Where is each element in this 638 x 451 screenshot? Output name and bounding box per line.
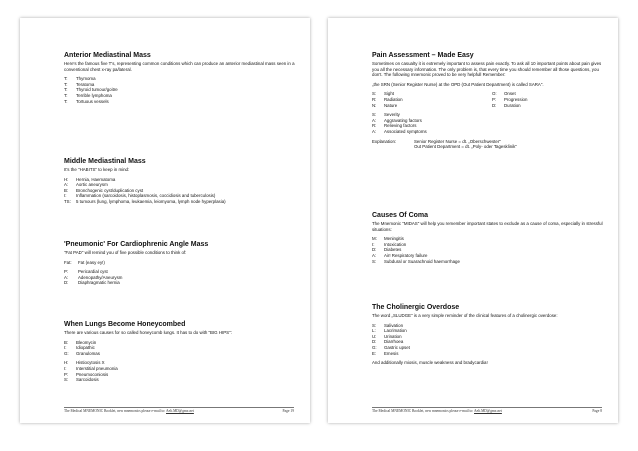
section-title: The Cholinergic Overdose <box>372 304 460 311</box>
list-item: H: Histiocytosis X <box>64 360 105 366</box>
list-item: U: Urination <box>372 333 402 339</box>
left-page <box>20 18 310 423</box>
list-item: D: Diabetes <box>372 247 402 253</box>
list-item: M: Meningitis <box>372 236 404 242</box>
section-intro: Sometimes on casualty it is extremely important to assess pain exactly. To ask all 10 important points about pain gives you all the necessary information. The only problem is, that every time you should remember all those questions, you don't. The following mnemonic proved to be very helpfull Remember: <box>372 61 602 78</box>
section-intro: Here's the famous five T's, representing common conditions which can produce an anterior mediastinal mass seen in a conventional chest x-ray pa/lateral. <box>64 61 295 72</box>
list-item: T: Thymoma <box>64 76 96 82</box>
list-item: G: Gastric upset <box>372 344 410 350</box>
section-honeycomb <box>64 321 296 383</box>
page-footer <box>64 407 294 414</box>
list-item: A: Associated symptoms <box>372 128 427 134</box>
list-item: R: Radiation <box>372 96 403 102</box>
list-item: S: Salivation <box>372 322 404 328</box>
section-title: 'Pneumonic' For Cardiophrenic Angle Mass <box>64 241 209 248</box>
list-item: G: Granulomas <box>64 350 100 356</box>
list-item: A: Aortic aneurysm <box>64 182 108 188</box>
list-item: N: Nature <box>372 102 398 108</box>
right-page <box>328 18 618 423</box>
list-item: P: Pericardial cyst <box>64 269 108 275</box>
list-item: A: Adenopathy/Aneurysm <box>64 274 123 280</box>
section-causes-of-coma <box>372 212 604 264</box>
footer-email-link[interactable]: Aelt.MD@gmx.net <box>166 409 194 413</box>
section-intro: The Mnemonic "MIDAS" will help you remember important states to exclude as a cause of coma, especially in stressful situations: <box>372 221 603 232</box>
list-item: P: Pneumoconiosis <box>64 371 109 377</box>
list-item: I: Idiopathic <box>64 345 95 351</box>
list-item: O: Onset <box>492 91 516 97</box>
section-intro: There are various causes for so called honeycomb lungs. It has to do with "BIG HIPS": <box>64 330 232 335</box>
list-item: T: Teratoma <box>64 81 95 87</box>
section-middle-mediastinal <box>64 158 296 205</box>
section-pain-assessment <box>372 52 604 150</box>
footer-text: The Medical MNEMONIC Booklet, new mnemonics please e-mail to: <box>64 409 166 413</box>
section-intro: The word „SLUDGE" is a very simple reminder of the clinical features of a cholinergic overdose: <box>372 313 558 318</box>
section-outro: And additionally miosis, muscle weakness and bradycardia! <box>372 360 488 366</box>
section-title: Middle Mediastinal Mass <box>64 158 146 165</box>
explanation: Explanation: Senior Register Nurse = dt. „Oberschwester" Out Patient Department = dt. „Poly- oder Tagesklinik" <box>372 138 517 150</box>
list-item: Fat: Fat (easy ey!) <box>64 259 105 265</box>
list-item: T: Thyroid tumour/goitre <box>64 87 118 93</box>
list-item: I: Inflammation (sarcoidosis, histoplasmosis, coccidiosis and tuberculosis) <box>64 193 216 199</box>
list-item: TS: 5 tumours (lung, lymphoma, leukaemia, leiomyoma, lymph node hyperplasia) <box>64 198 226 204</box>
list-item: L: Lacrimation <box>372 328 407 334</box>
list-item: S: Sarcoidosis <box>64 377 99 383</box>
srn-opd-columns <box>372 91 604 108</box>
list-item: S: Sight <box>372 91 395 97</box>
srn-line: „the SRN (Senior Register Nurse) at the OPD (Out Patient Department) is called SARA". <box>372 81 544 87</box>
list-item: D: Diaphragmatic hernia <box>64 280 120 286</box>
section-intro: It's the "HABITS" to keep in mind: <box>64 167 130 172</box>
page-footer <box>372 407 602 414</box>
page-number: Page 19 <box>282 409 294 413</box>
section-intro: "Fat PAD" will remind you of five possible conditions to think of: <box>64 250 187 255</box>
page-number: Page 8 <box>592 409 602 413</box>
footer-email-link[interactable]: Aelt.MD@gmx.net <box>474 409 502 413</box>
section-title: Pain Assessment – Made Easy <box>372 52 474 59</box>
section-anterior-mediastinal <box>64 52 296 104</box>
list-item: B: Bronchogenic cyst/duplication cyst <box>64 187 144 193</box>
list-item: D: Duration <box>492 102 521 108</box>
list-item: I: Intoxication <box>372 241 407 247</box>
list-item: S: Subdural or Suarachnoid haemorrhage <box>372 258 460 264</box>
list-item: A: Air! Respiratory failure <box>372 252 428 258</box>
list-item: T: Tortuous vessels <box>64 98 109 104</box>
section-cholinergic-overdose <box>372 304 604 370</box>
list-item: R: Relieving factors <box>372 123 417 129</box>
section-cardiophrenic <box>64 241 296 286</box>
section-title: Causes Of Coma <box>372 212 429 219</box>
section-title: When Lungs Become Honeycombed <box>64 321 186 328</box>
list-item: I: Interstitial pneumonia <box>64 365 118 371</box>
list-item: B: Bleomycin <box>64 339 97 345</box>
section-title: Anterior Mediastinal Mass <box>64 52 151 59</box>
footer-text: The Medical MNEMONIC Booklet, new mnemonics please e-mail to: <box>372 409 474 413</box>
list-item: E: Emesis <box>372 350 399 356</box>
list-item: A: Aggravating factors <box>372 117 422 123</box>
list-item: D: Diarrhoea <box>372 339 404 345</box>
list-item: H: Hernia, Haematoma <box>64 176 116 182</box>
list-item: S: Severity <box>372 112 400 118</box>
list-item: P: Progression <box>492 96 528 102</box>
list-item: T: Terrible lymphoma <box>64 92 112 98</box>
